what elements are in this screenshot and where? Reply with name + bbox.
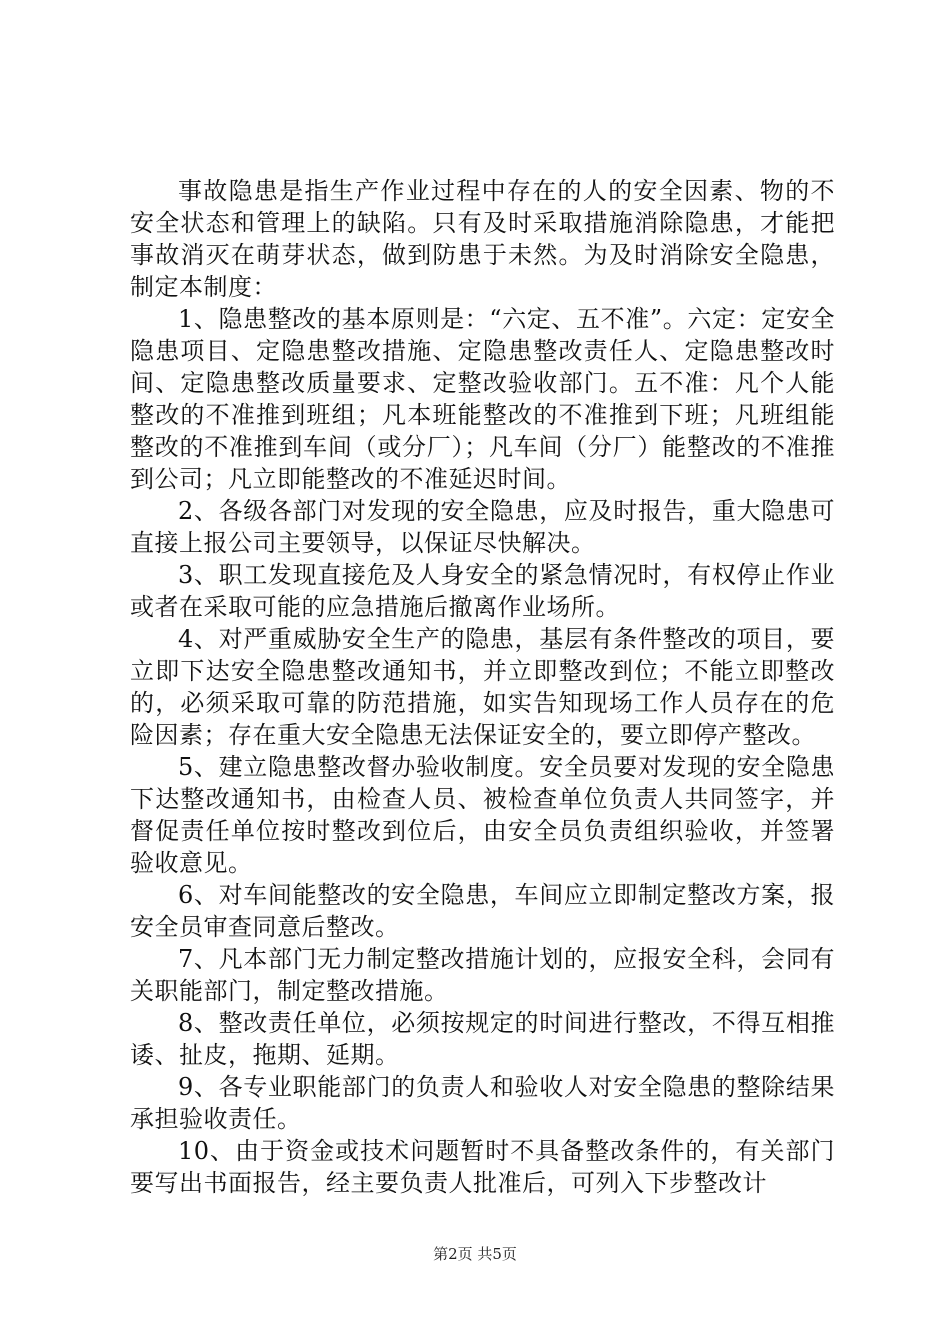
document-body (130, 175, 835, 1199)
page-number-footer: 第2页 共5页 (433, 1245, 517, 1263)
paragraph-item-10: 10、由于资金或技术问题暂时不具备整改条件的，有关部门要写出书面报告，经主要负责人批准后，可列入下步整改计 (130, 1137, 835, 1197)
paragraph-item-9: 9、各专业职能部门的负责人和验收人对安全隐患的整除结果承担验收责任。 (130, 1073, 835, 1133)
paragraph-item-3: 3、职工发现直接危及人身安全的紧急情况时，有权停止作业或者在采取可能的应急措施后撤离作业场所。 (130, 561, 835, 621)
paragraph-item-8: 8、整改责任单位，必须按规定的时间进行整改，不得互相推诿、扯皮，拖期、延期。 (130, 1009, 835, 1069)
paragraph-item-5: 5、建立隐患整改督办验收制度。安全员要对发现的安全隐患下达整改通知书，由检查人员、被检查单位负责人共同签字，并督促责任单位按时整改到位后，由安全员负责组织验收，并签署验收意见。 (130, 753, 835, 877)
paragraph-item-2: 2、各级各部门对发现的安全隐患，应及时报告，重大隐患可直接上报公司主要领导，以保证尽快解决。 (130, 497, 835, 557)
paragraph-item-6: 6、对车间能整改的安全隐患，车间应立即制定整改方案，报安全员审查同意后整改。 (130, 881, 835, 941)
paragraph-item-7: 7、凡本部门无力制定整改措施计划的，应报安全科，会同有关职能部门，制定整改措施。 (130, 945, 835, 1005)
paragraph-intro: 事故隐患是指生产作业过程中存在的人的安全因素、物的不安全状态和管理上的缺陷。只有及时采取措施消除隐患，才能把事故消灭在萌芽状态，做到防患于未然。为及时消除安全隐患，制定本制度： (130, 177, 835, 301)
paragraph-item-4: 4、对严重威胁安全生产的隐患，基层有条件整改的项目，要立即下达安全隐患整改通知书，并立即整改到位；不能立即整改的，必须采取可靠的防范措施，如实告知现场工作人员存在的危险因素；存在重大安全隐患无法保证安全的，要立即停产整改。 (130, 625, 835, 749)
paragraph-item-1: 1、隐患整改的基本原则是：“六定、五不准”。六定：定安全隐患项目、定隐患整改措施、定隐患整改责任人、定隐患整改时间、定隐患整改质量要求、定整改验收部门。五不准：凡个人能整改的不准推到班组；凡本班能整改的不准推到下班；凡班组能整改的不准推到车间（或分厂）；凡车间（分厂）能整改的不准推到公司；凡立即能整改的不准延迟时间。 (130, 305, 835, 493)
